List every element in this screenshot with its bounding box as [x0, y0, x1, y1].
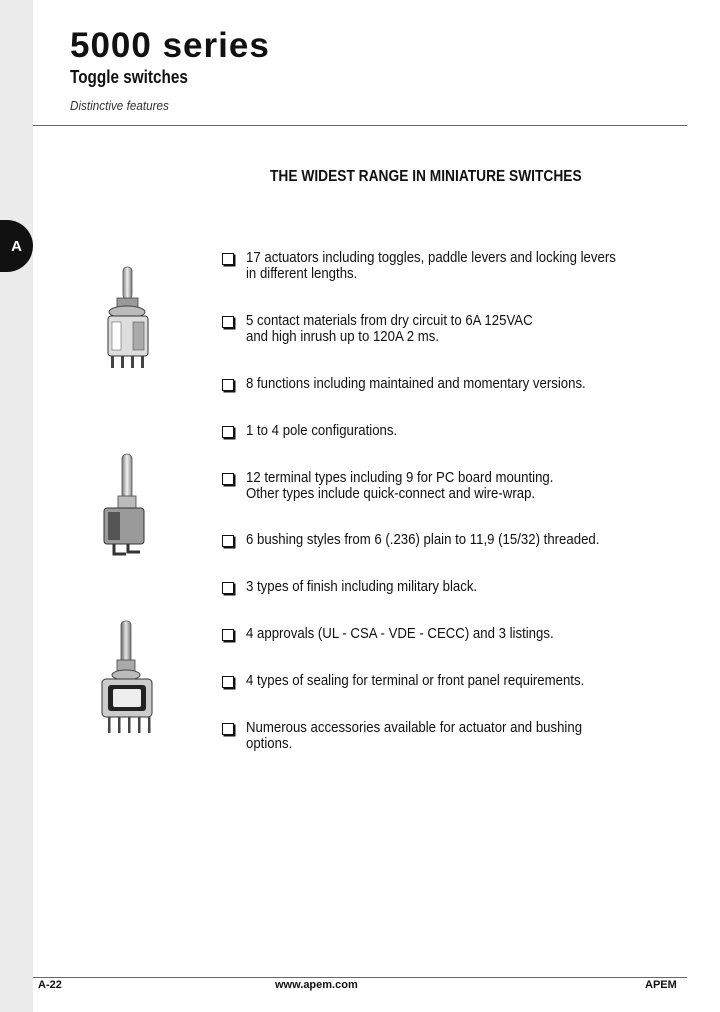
feature-text: 6 bushing styles from 6 (.236) plain to 11,9 (15/32) threaded.: [246, 531, 600, 548]
feature-item-actuators: [222, 250, 662, 282]
feature-text: 4 approvals (UL - CSA - VDE - CECC) and 3 listings.: [246, 625, 554, 642]
feature-text: 17 actuators including toggles, paddle levers and locking levers in different lengths.: [246, 249, 616, 282]
feature-text: 4 types of sealing for terminal or front panel requirements.: [246, 672, 585, 689]
checkbox-icon: [222, 676, 234, 688]
page-number: A-22: [38, 979, 62, 991]
checkbox-icon: [222, 253, 234, 265]
website-link[interactable]: www.apem.com: [275, 979, 358, 991]
feature-item-sealing: [222, 673, 662, 689]
toggle-switch-photo-2: [96, 450, 156, 560]
feature-item-finish: [222, 579, 662, 595]
page-headline: THE WIDEST RANGE IN MINIATURE SWITCHES: [270, 168, 582, 185]
checkbox-icon: [222, 316, 234, 328]
feature-item-terminal-types: [222, 470, 662, 502]
checkbox-icon: [222, 473, 234, 485]
checkbox-icon: [222, 723, 234, 735]
footer-divider: [33, 977, 687, 978]
feature-text: 3 types of finish including military black.: [246, 578, 478, 595]
feature-item-functions: [222, 376, 662, 392]
checkbox-icon: [222, 426, 234, 438]
feature-text: 8 functions including maintained and momentary versions.: [246, 375, 586, 392]
header-divider: [33, 125, 687, 126]
feature-text: 1 to 4 pole configurations.: [246, 422, 398, 439]
series-title: 5000 series: [70, 26, 270, 65]
toggle-switch-photo-1: [95, 262, 160, 377]
checkbox-icon: [222, 535, 234, 547]
checkbox-icon: [222, 629, 234, 641]
feature-item-accessories: [222, 720, 662, 752]
feature-item-pole-configurations: [222, 423, 662, 439]
feature-item-contact-materials: [222, 313, 662, 345]
feature-text: Numerous accessories available for actuator and bushing options.: [246, 719, 583, 752]
feature-text: 5 contact materials from dry circuit to 6A 125VAC and high inrush up to 120A 2 ms.: [246, 312, 533, 345]
product-subtitle: Toggle switches: [70, 67, 188, 87]
feature-text: 12 terminal types including 9 for PC board mounting. Other types include quick-connect and wire-wrap.: [246, 469, 554, 502]
brand-name: APEM: [645, 979, 677, 991]
section-tab-letter: A: [11, 237, 22, 255]
feature-item-bushing-styles: [222, 532, 662, 548]
left-margin-strip: [0, 0, 33, 1012]
toggle-switch-photo-3: [93, 615, 163, 740]
section-label: Distinctive features: [70, 98, 169, 113]
checkbox-icon: [222, 379, 234, 391]
checkbox-icon: [222, 582, 234, 594]
feature-item-approvals: [222, 626, 662, 642]
